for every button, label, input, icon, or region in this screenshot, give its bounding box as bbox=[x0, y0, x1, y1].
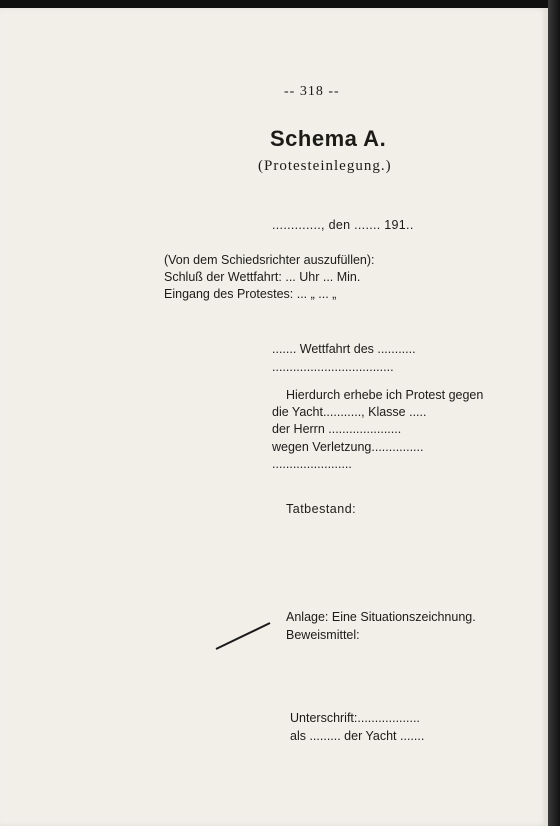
page-subtitle: (Protesteinlegung.) bbox=[258, 158, 392, 174]
protest-received-line: Eingang des Protestes: ... „ ... „ bbox=[164, 287, 337, 301]
yacht-role-line: als ......... der Yacht ....... bbox=[290, 729, 425, 743]
page-number: -- 318 -- bbox=[284, 84, 340, 99]
page-title: Schema A. bbox=[270, 126, 387, 151]
race-end-line: Schluß der Wettfahrt: ... Uhr ... Min. bbox=[164, 270, 361, 284]
scan-top-edge bbox=[0, 0, 560, 8]
facts-label: Tatbestand: bbox=[286, 502, 357, 516]
scan-right-edge bbox=[548, 0, 560, 826]
violation-line: wegen Verletzung............... bbox=[272, 440, 424, 454]
referee-instruction: (Von dem Schiedsrichter auszufüllen): bbox=[164, 253, 375, 267]
signature-line: Unterschrift:.................. bbox=[290, 711, 420, 725]
race-dotted-line: ................................... bbox=[272, 360, 394, 374]
date-line: ............., den ....... 191.. bbox=[272, 218, 414, 232]
attachment-line: Anlage: Eine Situationszeichnung. bbox=[286, 610, 476, 624]
evidence-label: Beweismittel: bbox=[286, 628, 360, 642]
document-page bbox=[0, 8, 548, 826]
violation-dotted-line: ....................... bbox=[272, 457, 352, 471]
protest-statement: Hierdurch erhebe ich Protest gegen bbox=[286, 388, 484, 402]
owner-line: der Herrn ..................... bbox=[272, 422, 402, 436]
yacht-class-line: die Yacht..........., Klasse ..... bbox=[272, 405, 427, 419]
race-line: ....... Wettfahrt des ........... bbox=[272, 342, 416, 356]
pen-stroke-mark bbox=[214, 620, 274, 652]
